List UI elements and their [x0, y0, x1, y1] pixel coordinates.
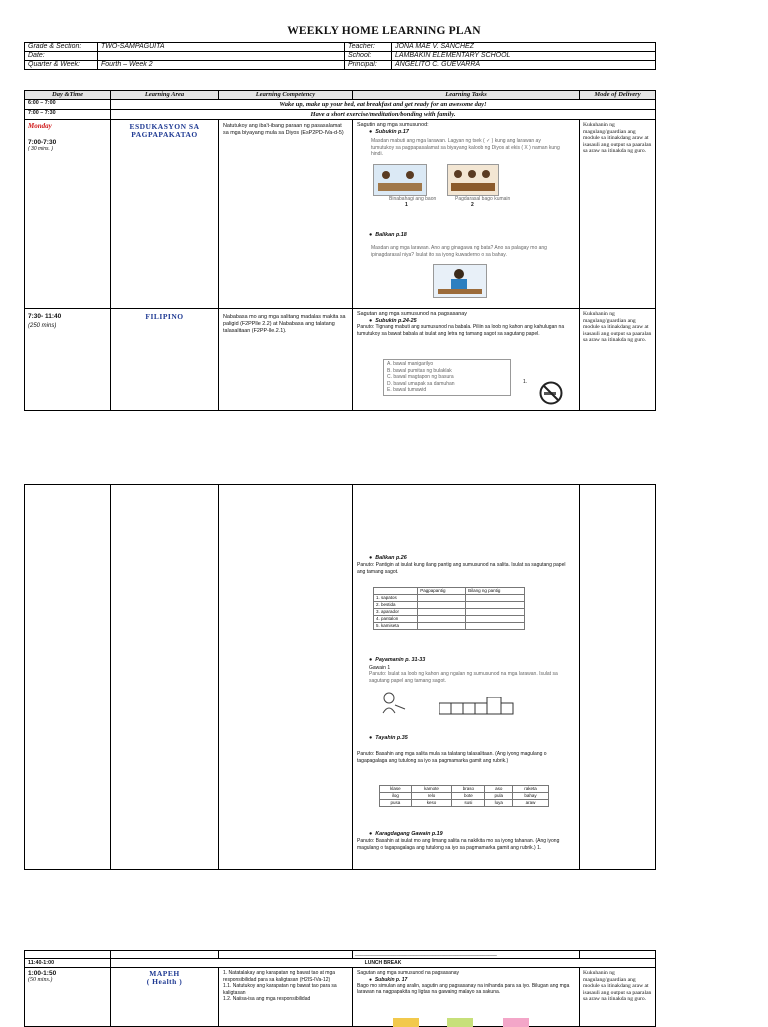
- mapeh-task1: Subukin p. 17: [374, 976, 408, 983]
- bullet-icon: ●: [369, 735, 376, 741]
- safety-illustration-3: [503, 1018, 529, 1027]
- header-mode-of-delivery: Mode of Delivery: [579, 90, 656, 100]
- word-cell: braso: [452, 786, 485, 793]
- no-smoking-icon: [539, 381, 563, 405]
- exercise-row: Have a short exercise/meditation/bonding with family.: [110, 109, 656, 120]
- mapeh-area-sub: ( Health ): [146, 977, 183, 986]
- esp-time: 7:00-7:30: [28, 139, 57, 146]
- pantig-word: 4. pantalon: [374, 616, 418, 623]
- esp-task1: Subukin p.17: [375, 129, 409, 135]
- child-drawing-illustration: [379, 691, 407, 715]
- time-7-730: 7:00 – 7:30: [24, 109, 111, 120]
- mapeh-duration: (50 mins.): [28, 977, 53, 983]
- fil-time-cell: [24, 308, 111, 411]
- time-6-7: 6:00 – 7:00: [24, 99, 111, 110]
- esp-area: ESDUKASYON SA PAGPAPAKATAO: [129, 122, 200, 139]
- gawain-title: Gawain 1: [369, 665, 391, 671]
- bullet-icon: ●: [369, 831, 376, 837]
- principal-label: Principal:: [345, 61, 392, 70]
- mapeh-mode: Kukuhanin ng magulang/guardian ang module sa itinakdang araw at isasauli ang output sa paaralan sa araw na itinakda ng guro.: [579, 967, 656, 1027]
- item-number: 1.: [523, 379, 528, 385]
- info-table: [24, 42, 656, 70]
- fil-duration: (250 mins): [28, 323, 57, 329]
- pantig-table: [373, 587, 525, 630]
- praying-child-illustration: [433, 264, 487, 298]
- word-cell: kamote: [411, 786, 451, 793]
- p2-tasks-cell: [352, 484, 580, 870]
- choice-a: A. bawal manigarilyo: [387, 361, 434, 367]
- word-cell: relo: [411, 793, 451, 800]
- p2-time-cell: [24, 484, 111, 870]
- lunch-time: 11:40-1:00: [24, 958, 111, 968]
- fil-area-cell: [110, 308, 219, 411]
- teacher-value: JONA MAE V. SANCHEZ: [392, 43, 656, 52]
- pantig-header-pagpapantig: Pagpapantig: [418, 588, 466, 595]
- task-tayahin: Tayahin p.35: [375, 735, 408, 741]
- answer-boxes: [439, 697, 525, 720]
- esp-area-cell: [110, 119, 219, 309]
- quarter-label: Quarter & Week:: [25, 61, 98, 70]
- bullet-icon: ●: [369, 555, 376, 561]
- esp-task1-text: Masdan mabuti ang mga larawan. Lagyan ng tsek ( ✓ ) kung ang larawan ay tumutukoy sa pagpapasalamat sa biyayang kaloob ng Diyos at ekis ( X ) naman kung hindi.: [371, 138, 560, 157]
- choice-e: E. bawal tumawid: [387, 387, 427, 393]
- bullet-icon: ●: [369, 976, 375, 983]
- bullet-icon: ●: [369, 318, 376, 324]
- esp-tasks-cell: [352, 119, 580, 309]
- grade-label: Grade & Section:: [25, 43, 98, 52]
- lunch-break: LUNCH BREAK: [110, 958, 656, 968]
- wake-up-row: Wake up, make up your bed, eat breakfast and get ready for an awesome day!: [110, 99, 656, 110]
- fil-competency: Nababasa mo ang mga salitang madalas makita sa paligid (F2PPlle 2.2) at Nababasa ang talatang talasalitaan (F2PP-lle.2.1).: [218, 308, 353, 411]
- bullet-icon: ●: [369, 129, 376, 135]
- karagdagang-text: Panuto: Basahin at isulat mo ang limang salita na nakikita mo sa iyong tahanan. (Ang iyong magulang o tagapagalaga ang tutulong sa iyo sa pagmamarka gamit ang rubrik.) 1.: [357, 838, 560, 851]
- choices-box: [383, 359, 511, 396]
- pantig-word: 5. kamiseta: [374, 623, 418, 630]
- mapeh-task1-text: Bago mo simulan ang aralin, sagutin ang pagsasanay na inihanda para sa iyo. Bilugan ang mga larawan na nagpapakita ng ligtas na gawaing malayo sa sakuna.: [357, 982, 570, 995]
- balikan-text: Panuto: Pantigin at isulat kung ilang pantig ang sumusunod na salita. Isulat sa sagutang papel ang tamang sagot.: [357, 562, 566, 575]
- fil-tasks-cell: [352, 308, 580, 411]
- word-cell: araw: [513, 800, 549, 807]
- safety-illustration-1: [393, 1018, 419, 1027]
- p2-mode-cell: [579, 484, 656, 870]
- esp-task2-text: Masdan ang mga larawan. Ano ang ginagawa ng bata? Ano sa palagay mo ang ipinagdarasal niya? Isulat ito sa iyong kuwaderno o sa bahay.: [371, 245, 547, 258]
- esp-time-cell: [24, 119, 111, 309]
- word-cell: bahay: [513, 793, 549, 800]
- p2-area-cell: [110, 484, 219, 870]
- p3-underline: ___________________________________________________: [352, 950, 580, 959]
- bullet-icon: ●: [369, 232, 376, 238]
- word-cell: klase: [380, 786, 412, 793]
- header-day-time: Day &Time: [24, 90, 111, 100]
- word-cell: keso: [411, 800, 451, 807]
- word-cell: luya: [485, 800, 513, 807]
- header-learning-competency: Learning Competency: [218, 90, 353, 100]
- gawain-text: Panuto: Isulat sa loob ng kahon ang ngalan ng sumusunod na mga larawan. Isulat sa sagutang papel ang tamang sagot.: [369, 671, 558, 684]
- word-cell: ilog: [380, 793, 412, 800]
- school-value: LAMBAKIN ELEMENTARY SCHOOL: [392, 52, 656, 61]
- mapeh-area-cell: [110, 967, 219, 1027]
- esp-intro: Sagutin ang mga sumusunod:: [357, 122, 429, 128]
- principal-value: ANGELITO C. GUEVARRA: [392, 61, 656, 70]
- word-cell: susi: [452, 800, 485, 807]
- caption-1-number: 1: [405, 202, 408, 208]
- pantig-word: 1. sapatos: [374, 595, 418, 602]
- esp-mode: Kukuhanin ng magulang/guardian ang module sa itinakdang araw at isasauli ang output sa paaralan sa araw na itinakda ng guro.: [579, 119, 656, 309]
- header-learning-area: Learning Area: [110, 90, 219, 100]
- quarter-value: Fourth – Week 2: [98, 61, 345, 70]
- task-payamanin: Payamanin p. 31-33: [375, 657, 426, 663]
- school-label: School:: [345, 52, 392, 61]
- task-balikan: Balikan p.26: [375, 555, 407, 561]
- mapeh-intro: Sagutan ang mga sumusunod na pagsasanay: [357, 970, 460, 976]
- choice-c: C. bawal magtapon ng basura: [387, 374, 454, 380]
- date-value: [98, 52, 345, 61]
- word-cell: bote: [452, 793, 485, 800]
- date-label: Date:: [25, 52, 98, 61]
- word-cell: aso: [485, 786, 513, 793]
- mapeh-time: 1:00-1:50: [28, 970, 57, 977]
- tayahin-text: Panuto: Basahin ang mga salita mula sa talatang talasalitaan. (Ang iyong magulang o tagapagalaga ang tutulong sa iyo sa pagmamarka gamit ang rubrik.): [357, 751, 547, 764]
- fil-task1: Subukin p.24-25: [375, 318, 417, 324]
- word-cell: pusa: [380, 800, 412, 807]
- mapeh-area: MAPEH: [149, 969, 180, 978]
- praying-family-illustration: [447, 164, 499, 196]
- esp-duration: ( 30 mins. ): [28, 146, 54, 152]
- fil-intro: Sagutan ang mga sumusunod na pagsasanay: [357, 311, 467, 317]
- bullet-icon: ●: [369, 657, 376, 663]
- sharing-lunch-illustration: [373, 164, 427, 196]
- grade-value: TWO-SAMPAGUITA: [98, 43, 345, 52]
- mapeh-competency: 1. Natatalakay ang karapatan ng bawat tao at mga responsibilidad para sa kaligtasan (H2IS-IVa-12) 1.1. Natutukoy ang karapatan ng bawat tao para sa kaligtasan 1.2. Naiisa-isa ang mga responsibilidad: [218, 967, 353, 1027]
- word-cell: pula: [485, 793, 513, 800]
- fil-task1-text: Panuto: Tignang mabuti ang sumusunod na babala. Piliin sa loob ng kahon ang kahulugan na tumutukoy sa bawat babala at isulat ang letra ng tamang sagot sa sagutang papel.: [357, 324, 565, 337]
- teacher-label: Teacher:: [345, 43, 392, 52]
- pantig-word: 2. bestida: [374, 602, 418, 609]
- pantig-word: 3. aparador: [374, 609, 418, 616]
- mapeh-time-cell: [24, 967, 111, 1027]
- word-cell: raketa: [513, 786, 549, 793]
- choice-d: D. bawal umapak sa damuhan: [387, 380, 455, 387]
- words-table: [379, 785, 549, 807]
- pantig-header-bilang: Bilang ng pantig: [466, 588, 525, 595]
- fil-area: FILIPINO: [145, 312, 184, 321]
- task-karagdagang: Karagdagang Gawain p.19: [375, 831, 443, 837]
- header-learning-tasks: Learning Tasks: [352, 90, 580, 100]
- day-label: Monday: [28, 122, 52, 130]
- fil-time: 7:30- 11:40: [28, 313, 62, 320]
- caption-2: Pagdarasal bago kumain: [455, 196, 511, 202]
- p2-competency-cell: [218, 484, 353, 870]
- choice-b: B. bawal pumitas ng bulaklak: [387, 367, 452, 374]
- esp-task2: Balikan p.18: [375, 232, 407, 238]
- esp-competency: Natutukoy ang iba't-ibang paraan ng pasasalamat sa mga biyayang mula sa Diyos (EsP2PD-IVa-d-5): [218, 119, 353, 309]
- caption-2-number: 2: [471, 202, 474, 208]
- pantig-header-word: [374, 588, 418, 595]
- mapeh-tasks-cell: [352, 967, 580, 1027]
- safety-illustration-2: [447, 1018, 473, 1027]
- fil-mode: Kukuhanin ng magulang/guardian ang module sa itinakdang araw at isasauli ang output sa paaralan sa araw na itinakda ng guro.: [579, 308, 656, 411]
- page-title: WEEKLY HOME LEARNING PLAN: [287, 25, 481, 37]
- caption-1: Binabahagi ang baon: [389, 196, 437, 202]
